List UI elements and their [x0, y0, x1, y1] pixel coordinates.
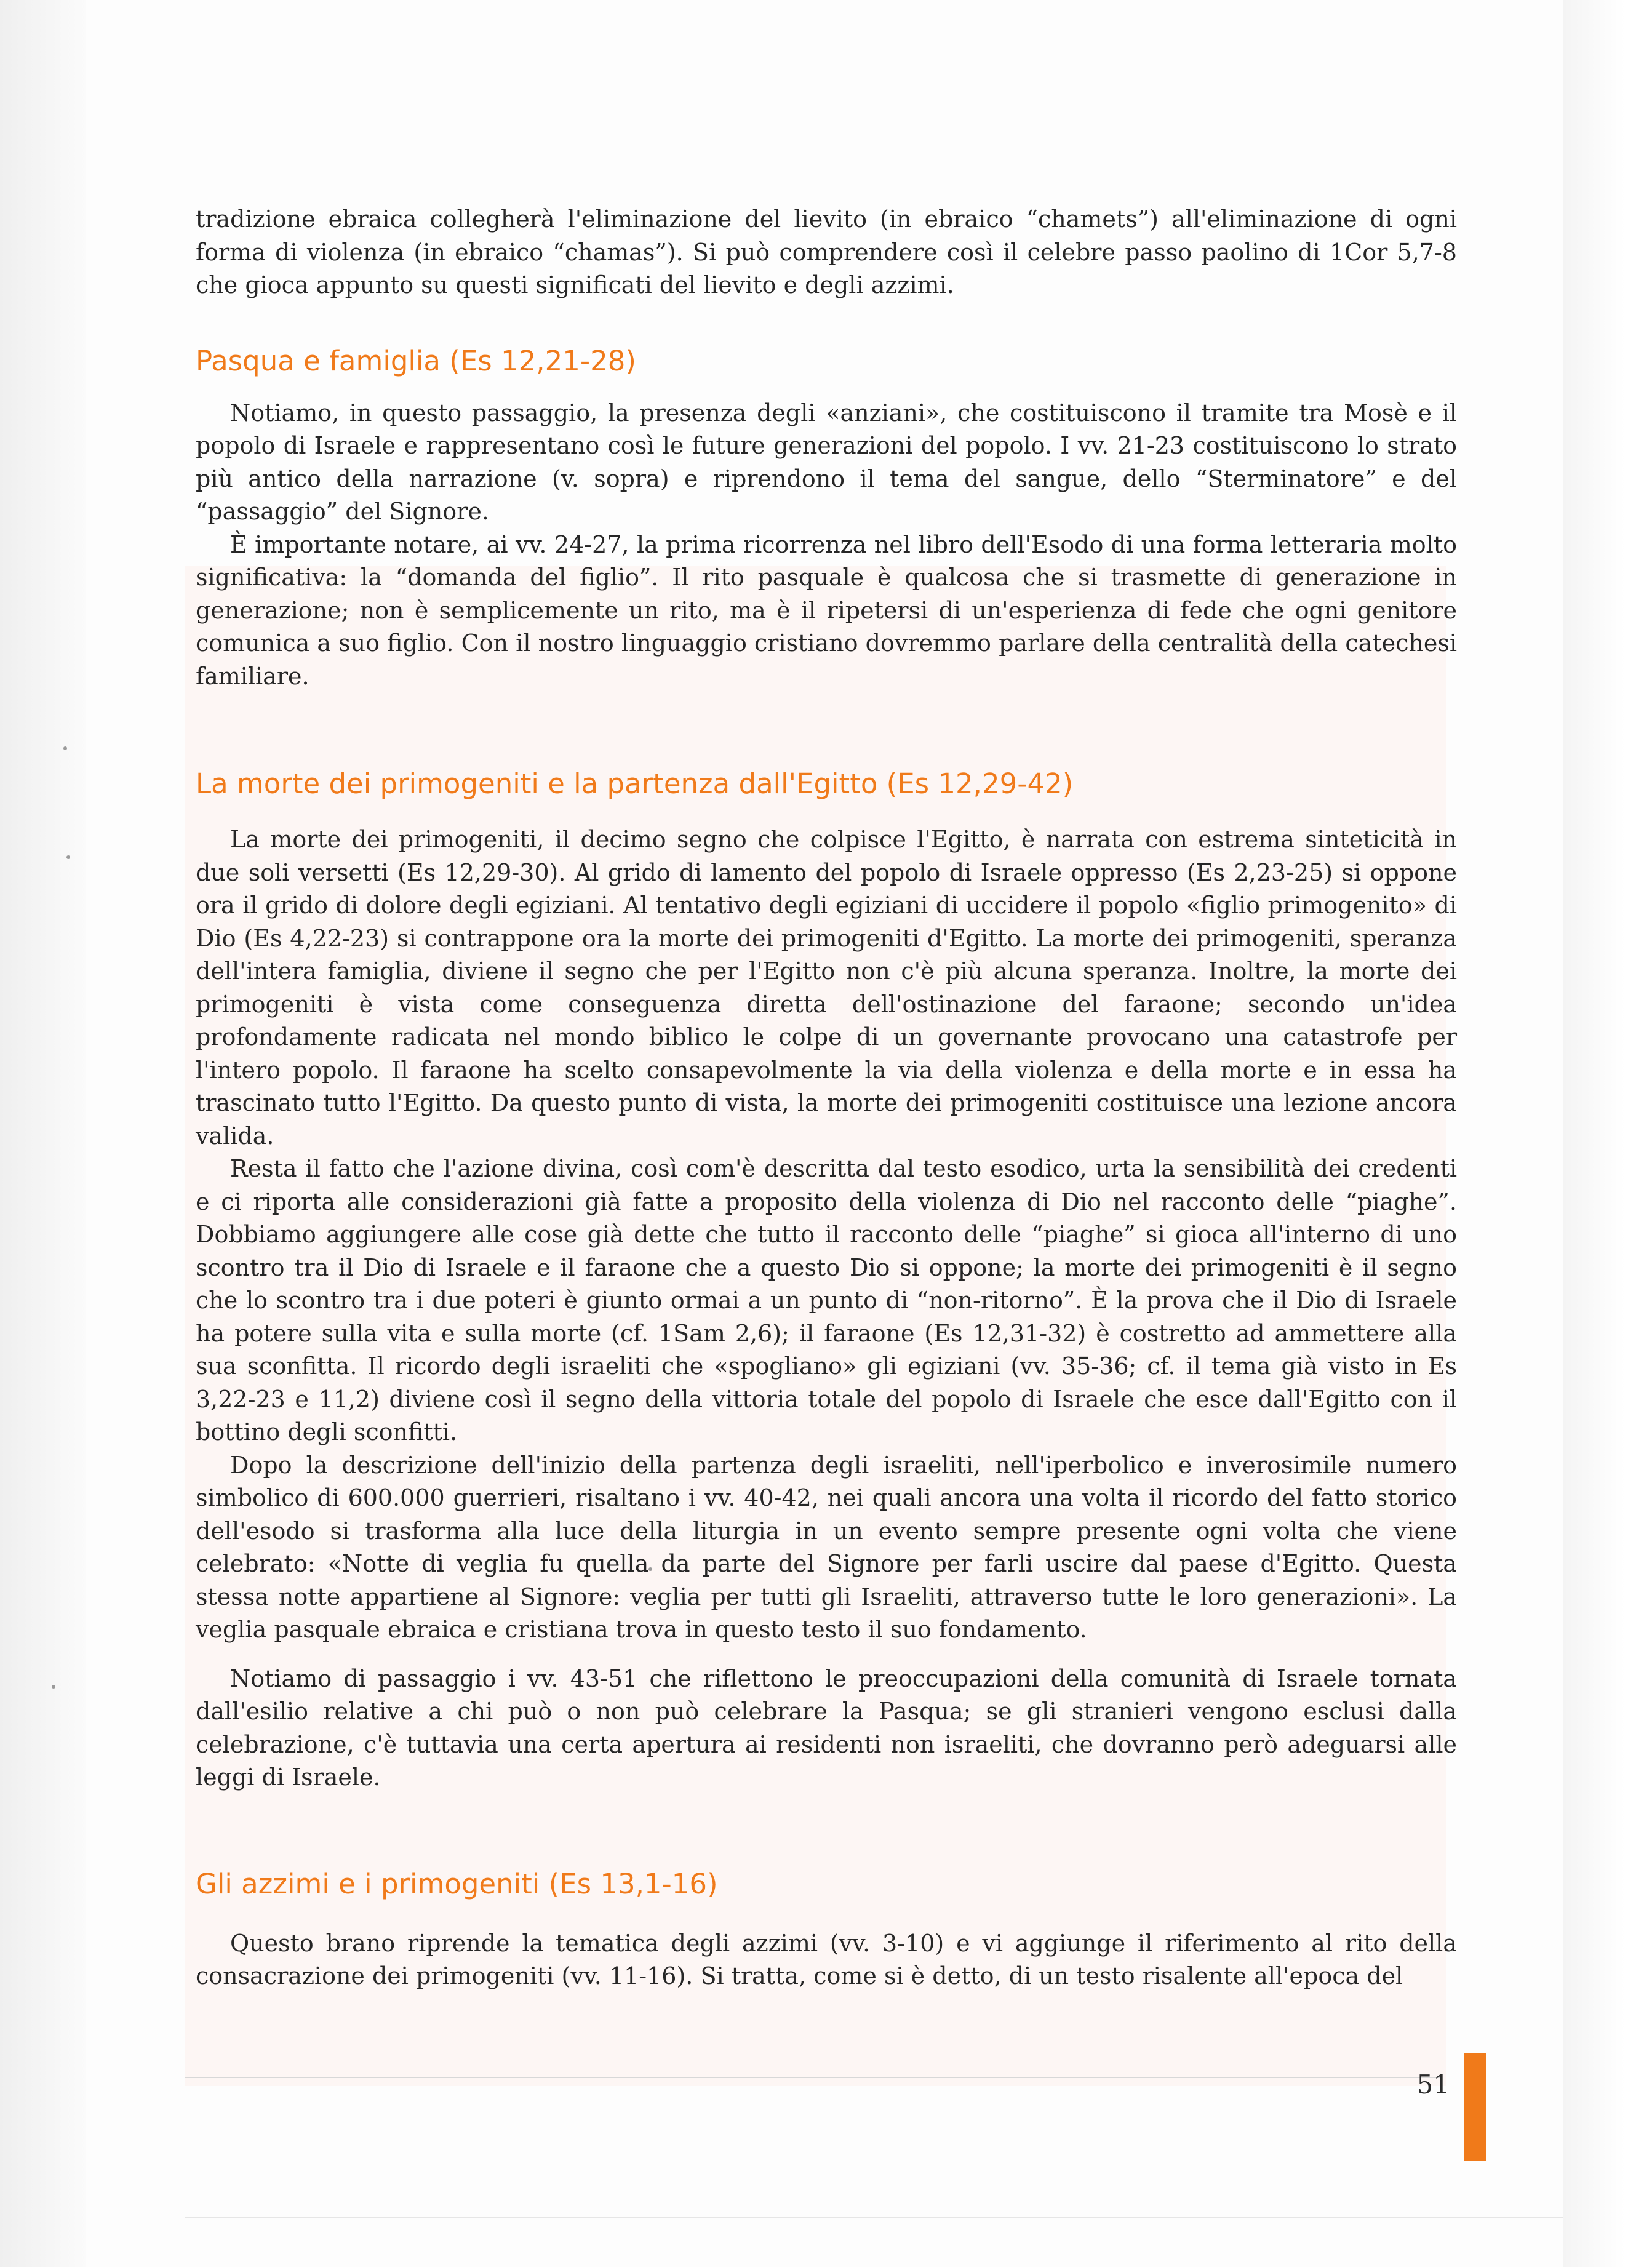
- scan-edge-right: [1563, 0, 1652, 2267]
- page-bottom-edge: [185, 2217, 1563, 2218]
- paragraph: Questo brano riprende la tematica degli azzimi (vv. 3-10) e vi aggiunge il riferimento al rito della consacrazione dei primogeniti (vv. 11-16). Si tratta, come si è detto, di un testo risalente all'epoca del: [196, 1929, 1457, 1989]
- scan-edge-left: [0, 0, 86, 2267]
- paragraph: Dopo la descrizione dell'inizio della partenza degli israeliti, nell'iperbolico e inverosimile numero simbolico di 600.000 guerrieri, risaltano i vv. 40-42, nei quali ancora una volta il ricordo del fatto storico dell'esodo si trasforma alla luce della liturgia in un evento sempre presente ogni volta che viene celebrato: «Notte di veglia fu quella da parte del Signore per farli uscire dal paese d'Egitto. Questa stessa notte appartiene al Signore: veglia per tutti gli Israeliti, attraverso tutte le loro generazioni». La veglia pasquale ebraica e cristiana trova in questo testo il suo fondamento.: [196, 1451, 1457, 1643]
- paragraph-intro: tradizione ebraica collegherà l'eliminazione del lievito (in ebraico “chamets”) all'eliminazione di ogni forma di violenza (in ebraico “chamas”). Si può comprendere così il celebre passo paolino di 1Cor 5,7-8 che gioca appunto su questi significati del lievito e degli azzimi.: [196, 206, 1457, 298]
- scan-speck: [52, 1685, 55, 1689]
- orange-accent-bar: [1464, 2053, 1486, 2161]
- scan-speck: [66, 855, 70, 859]
- paragraph: Notiamo di passaggio i vv. 43-51 che riflettono le preoccupazioni della comunità di Israele tornata dall'esilio relative a chi può o non può celebrare la Pasqua; se gli stranieri vengono esclusi dalla celebrazione, c'è tuttavia una certa apertura ai residenti non israeliti, che dovranno però adeguarsi alle leggi di Israele.: [196, 1665, 1457, 1791]
- page-number: 51: [1416, 2069, 1450, 2100]
- section-heading-pasqua-e-famiglia: Pasqua e famiglia (Es 12,21-28): [196, 344, 636, 377]
- paragraph: È importante notare, ai vv. 24-27, la prima ricorrenza nel libro dell'Esodo di una forma letteraria molto significativa: la “domanda del figlio”. Il rito pasquale è qualcosa che si trasmette di generazione in generazione; non è semplicemente un rito, ma è il ripetersi di un'esperienza di fede che ogni genitore comunica a suo figlio. Con il nostro linguaggio cristiano dovremmo parlare della centralità della catechesi familiare.: [196, 530, 1457, 690]
- paragraph: La morte dei primogeniti, il decimo segno che colpisce l'Egitto, è narrata con estrema sinteticità in due soli versetti (Es 12,29-30). Al grido di lamento del popolo di Israele oppresso (Es 2,23-25) si oppone ora il grido di dolore degli egiziani. Al tentativo degli egiziani di uccidere il popolo «figlio primogenito» di Dio (Es 4,22-23) si contrappone ora la morte dei primogeniti d'Egitto. La morte dei primogeniti, speranza dell'intera famiglia, diviene il segno che per l'Egitto non c'è più alcuna speranza. Inoltre, la morte dei primogeniti è vista come conseguenza diretta dell'ostinazione del faraone; secondo un'idea profondamente radicata nel mondo biblico le colpe di un governante provocano una catastrofe per l'intero popolo. Il faraone ha scelto consapevolmente la via della violenza e della morte e in essa ha trascinato tutto l'Egitto. Da questo punto di vista, la morte dei primogeniti costituisce una lezione ancora valida.: [196, 826, 1457, 1149]
- scan-speck: [63, 746, 67, 750]
- paragraph: Resta il fatto che l'azione divina, così com'è descritta dal testo esodico, urta la sensibilità dei credenti e ci riporta alle considerazioni già fatte a proposito della violenza di Dio nel racconto delle “piaghe”. Dobbiamo aggiungere alle cose già dette che tutto il racconto delle “piaghe” si gioca all'interno di uno scontro tra il Dio di Israele e il faraone che a questo Dio si oppone; la morte dei primogeniti è il segno che lo scontro tra i due poteri è giunto ormai a un punto di “non-ritorno”. È la prova che il Dio di Israele ha potere sulla vita e sulla morte (cf. 1Sam 2,6); il faraone (Es 12,31-32) è costretto ad ammettere alla sua sconfitta. Il ricordo degli israeliti che «spogliano» gli egiziani (vv. 35-36; cf. il tema già visto in Es 3,22-23 e 11,2) diviene così il segno della vittoria totale del popolo di Israele che esce dall'Egitto con il bottino degli sconfitti.: [196, 1155, 1457, 1445]
- section-heading-azzimi-primogeniti: Gli azzimi e i primogeniti (Es 13,1-16): [196, 1867, 718, 1900]
- section-heading-morte-primogeniti: La morte dei primogeniti e la partenza dall'Egitto (Es 12,29-42): [196, 767, 1074, 800]
- article-body: [196, 203, 1457, 1993]
- paragraph: Notiamo, in questo passaggio, la presenza degli «anziani», che costituiscono il tramite tra Mosè e il popolo di Israele e rappresentano così le future generazioni del popolo. I vv. 21-23 costituiscono lo strato più antico della narrazione (v. sopra) e riprendono il tema del sangue, dello “Sterminatore” e del “passaggio” del Signore.: [196, 399, 1457, 525]
- footer-rule: [185, 2077, 1440, 2078]
